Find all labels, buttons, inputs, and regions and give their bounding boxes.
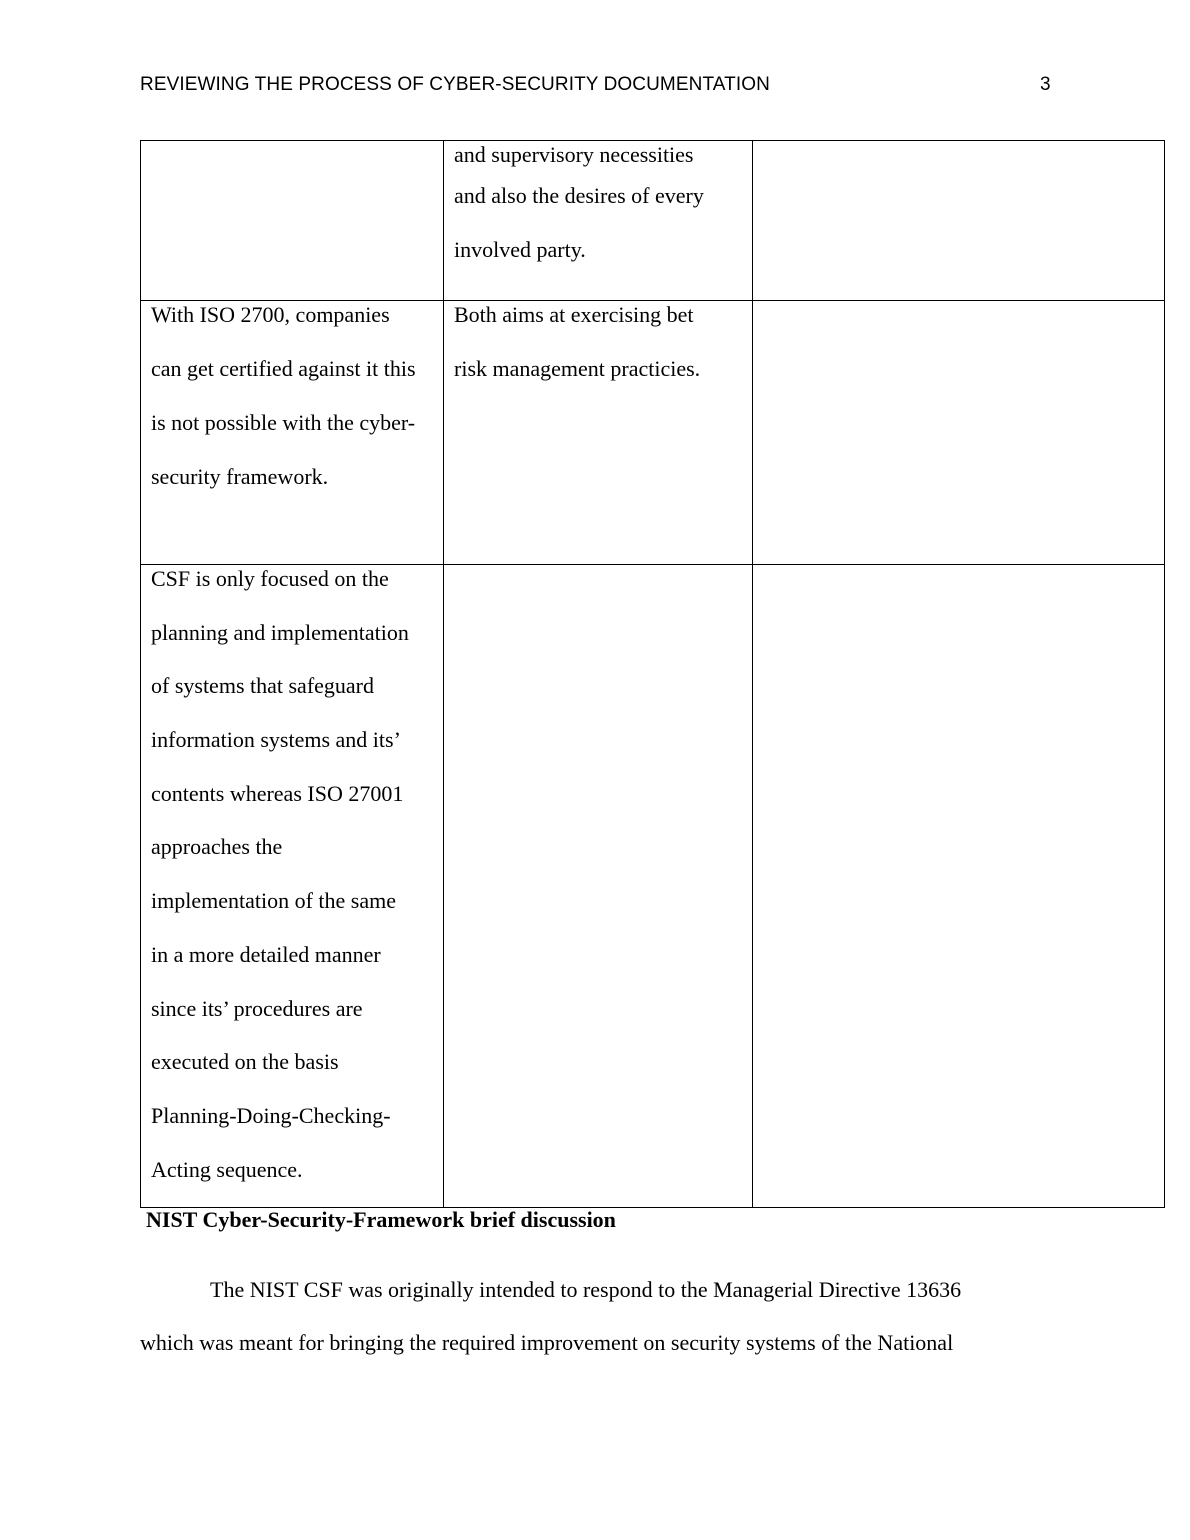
table-cell-col2 — [444, 301, 753, 565]
cell-text-line: planning and implementation — [151, 619, 409, 645]
table-cell-col1 — [141, 141, 444, 301]
running-header-title: REVIEWING THE PROCESS OF CYBER-SECURITY DOCUMENTATION — [140, 74, 770, 95]
cell-text-line: risk management practicies. — [454, 356, 701, 381]
table-cell-col3 — [753, 565, 1165, 1208]
table-cell-col1 — [141, 565, 444, 1208]
cell-text-line: information systems and its’ — [151, 727, 401, 753]
table-cell-col3 — [753, 141, 1165, 301]
cell-text-line: can get certified against it this — [151, 356, 416, 381]
table-row — [141, 141, 1165, 301]
paragraph-line: The NIST CSF was originally intended to respond to the Managerial Directive 13636 — [210, 1277, 962, 1302]
cell-text-line: involved party. — [454, 237, 586, 262]
cell-text-line: approaches the — [151, 834, 283, 860]
cell-text-line: and supervisory necessities — [454, 142, 694, 167]
table-cell-col2 — [444, 141, 753, 301]
cell-text-line: Planning-Doing-Checking- — [151, 1102, 391, 1128]
comparison-table — [140, 140, 1165, 1208]
table-cell-col3 — [753, 301, 1165, 565]
paragraph-line: which was meant for bringing the required improvement on security systems of the National — [140, 1330, 954, 1355]
page-number: 3 — [1040, 74, 1051, 95]
table-row — [141, 565, 1165, 1208]
cell-text-line: Acting sequence. — [151, 1156, 303, 1182]
cell-text-line: security framework. — [151, 464, 329, 489]
table-cell-col1 — [141, 301, 444, 565]
cell-text-line: in a more detailed manner — [151, 941, 381, 967]
section-heading: NIST Cyber-Security-Framework brief discussion — [146, 1207, 616, 1232]
cell-text-line: and also the desires of every — [454, 183, 704, 208]
cell-text-line: since its’ procedures are — [151, 995, 363, 1021]
cell-text-line: executed on the basis — [151, 1049, 339, 1075]
cell-text-line: implementation of the same — [151, 888, 396, 914]
cell-text-line: of systems that safeguard — [151, 673, 374, 699]
cell-text-line: contents whereas ISO 27001 — [151, 780, 404, 806]
cell-text-line: is not possible with the cyber- — [151, 410, 416, 435]
cell-text-line: CSF is only focused on the — [151, 566, 389, 591]
table-row — [141, 301, 1165, 565]
table-cell-col2 — [444, 565, 753, 1208]
cell-text-line: Both aims at exercising bet — [454, 302, 694, 327]
cell-text-line: With ISO 2700, companies — [151, 302, 390, 327]
